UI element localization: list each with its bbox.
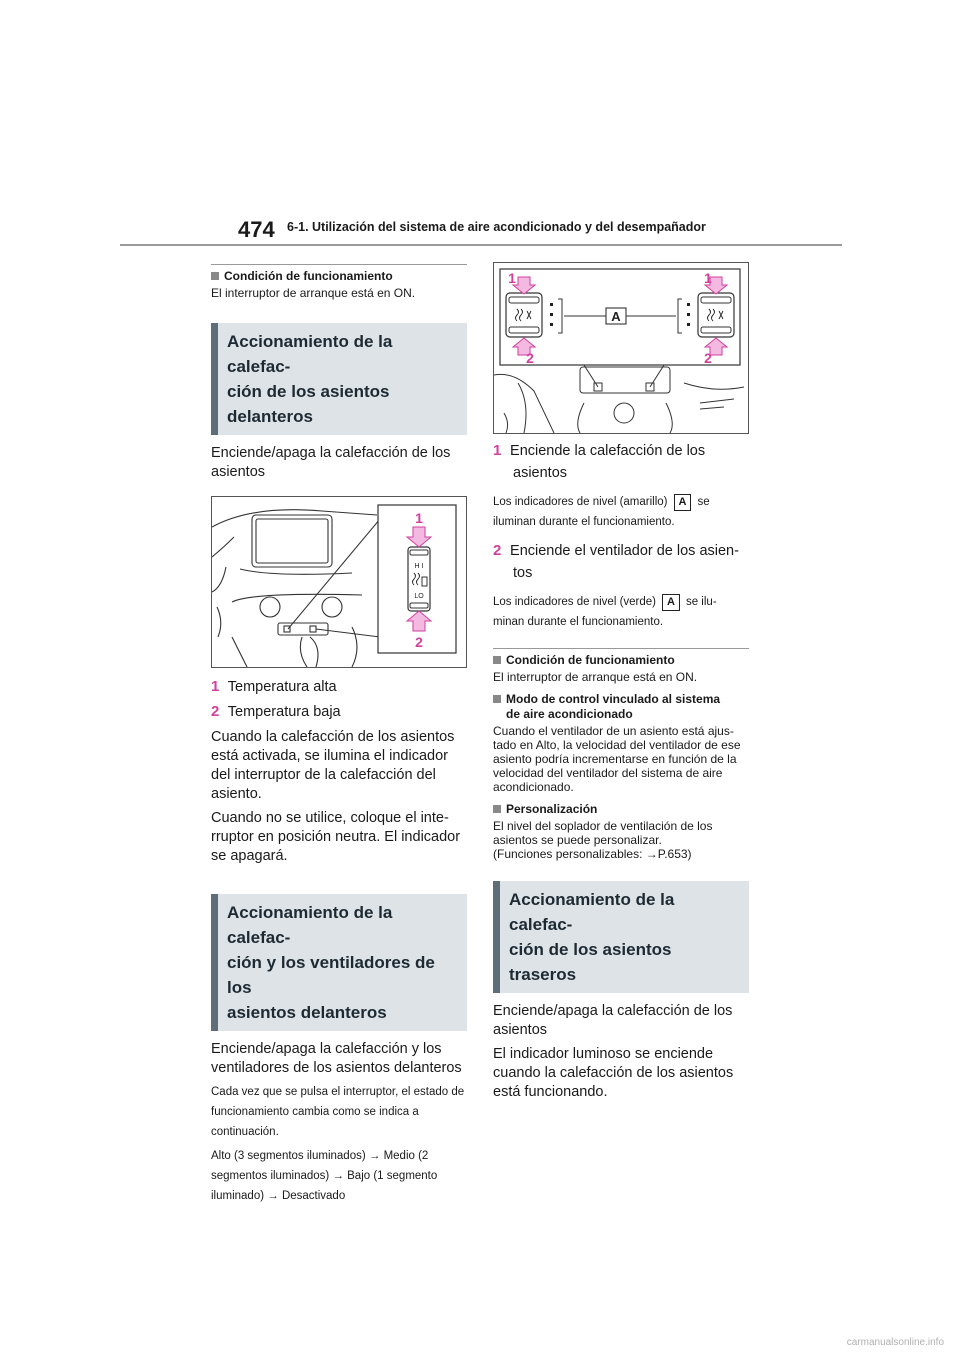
intro-paragraph: Enciende/apaga la calefacción de los asientos [211, 445, 451, 480]
note-heading-continued: de aire acondicionado [506, 707, 633, 721]
dashboard-illustration [212, 497, 466, 667]
note-heading: Modo de control vinculado al sistema [493, 692, 749, 707]
section-heading-front-heating: Accionamiento de la calefac- ción de los asientos delanteros [211, 323, 467, 435]
callout-2: 2 [526, 350, 534, 366]
item-note: Los indicadores de nivel (amarillo) A se [493, 492, 749, 512]
note-body: (Funciones personalizables: →P.653) [493, 847, 692, 861]
small-paragraph: Cada vez que se pulsa el interruptor, el estado de funcionamiento cambia como se indica a continuación. [211, 1086, 465, 1138]
note-body: El nivel del soplador de ventilación de los asientos se puede personalizar. [493, 819, 713, 847]
callout-1: 1 [508, 270, 516, 286]
label-a-badge: A [662, 594, 680, 611]
square-bullet-icon [493, 805, 501, 813]
paragraph: Cuando no se utilice, coloque el inte-rruptor en posición neutra. El indicador se apagará. [211, 810, 461, 864]
right-column [493, 262, 749, 1102]
heater-fan-switch-figure [493, 262, 749, 434]
list-item: 2 Enciende el ventilador de los asien- [493, 542, 739, 559]
note-heading: Personalización [493, 802, 749, 817]
square-bullet-icon [493, 656, 501, 664]
left-column [211, 264, 467, 1206]
lo-label: LO [414, 593, 424, 600]
note-body: El interruptor de arranque está en ON. [211, 286, 416, 300]
front-seat-heater-figure [211, 496, 467, 668]
callout-2: 2 [704, 350, 712, 366]
square-bullet-icon [211, 272, 219, 280]
callout-1: 1 [415, 510, 423, 526]
list-item: 2 Temperatura baja [211, 703, 341, 720]
list-item-continued: tos [513, 565, 533, 581]
paragraph: Enciende/apaga la calefacción de los asientos [493, 1003, 733, 1038]
note-divider [211, 264, 467, 265]
page-number: 474 [238, 217, 275, 242]
chapter-title: 6-1. Utilización del sistema de aire acondicionado y del desempañador [287, 220, 706, 234]
item-note: Los indicadores de nivel (verde) A se ilu- [493, 592, 749, 612]
intro-paragraph: Enciende/apaga la calefacción y los ventiladores de los asientos delanteros [211, 1041, 462, 1076]
paragraph: El indicador luminoso se enciende cuando la calefacción de los asientos está funcionando. [493, 1046, 734, 1100]
square-bullet-icon [493, 695, 501, 703]
list-item: 1 Enciende la calefacción de los [493, 442, 706, 459]
hi-label: H I [414, 563, 424, 570]
callout-1: 1 [704, 270, 712, 286]
paragraph: Cuando la calefacción de los asientos está activada, se ilumina el indicador del interruptor de la calefacción del asiento. [211, 729, 455, 802]
note-body: El interruptor de arranque está en ON. [493, 670, 698, 684]
list-item-continued: asientos [513, 465, 568, 481]
note-heading: Condición de funcionamiento [211, 269, 467, 284]
console-illustration [494, 263, 748, 433]
label-a-badge: A [674, 494, 692, 511]
item-note: iluminan durante el funcionamiento. [493, 516, 675, 528]
callout-2: 2 [415, 634, 423, 650]
note-heading: Condición de funcionamiento [493, 653, 749, 668]
note-body: Cuando el ventilador de un asiento está ajus-tado en Alto, la velocidad del ventilador de ese asiento podría incrementarse en función de la velocidad del ventilador del sistema de aire acondicionado. [493, 724, 741, 794]
item-note: minan durante el funcionamiento. [493, 616, 664, 628]
note-divider [493, 648, 749, 649]
section-heading-rear-heating: Accionamiento de la calefac- ción de los asientos traseros [493, 881, 749, 993]
list-item: 1 Temperatura alta [211, 678, 337, 695]
sequence-paragraph: Alto (3 segmentos iluminados) → Medio (2 segmentos iluminados) → Bajo (1 segmento iluminado) → Desactivado [211, 1150, 438, 1202]
section-heading-front-heating-fans: Accionamiento de la calefac- ción y los ventiladores de los asientos delanteros [211, 894, 467, 1031]
watermark: carmanualsonline.info [846, 1337, 944, 1348]
label-a: A [611, 309, 621, 324]
header-divider [120, 244, 842, 246]
